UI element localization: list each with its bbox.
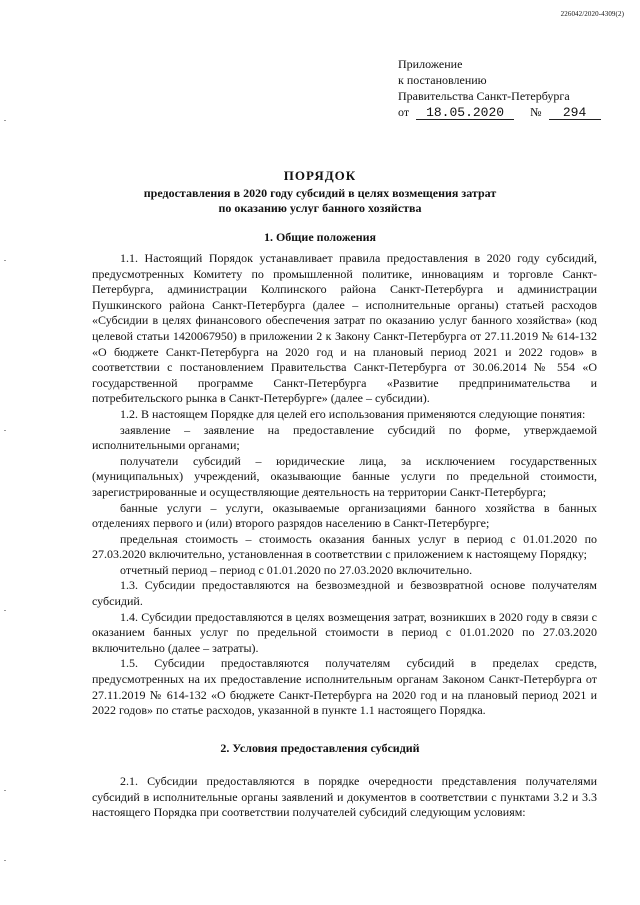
section-1-heading: 1. Общие положения xyxy=(263,230,377,244)
paragraph: получатели субсидий – юридические лица, за исключением государственных (муниципальных) учреждений, оказывающие банные услуги по предельной стоимости, зарегистрированные и осуществляющие деятельность на территории Санкт-Петербурга; xyxy=(92,453,597,499)
paragraph: 1.3. Субсидии предоставляются на безвозмездной и безвозвратной основе получателям субсидий. xyxy=(92,578,597,609)
document-title: ПОРЯДОК xyxy=(283,168,357,183)
appendix-line-1: Приложение xyxy=(398,57,463,71)
document-subtitle-line-1: предоставления в 2020 году субсидий в целях возмещения затрат xyxy=(143,186,497,200)
section-2-body xyxy=(92,774,597,821)
paragraph: заявление – заявление на предоставление субсидий по форме, утверждаемой исполнительными органами; xyxy=(92,422,597,453)
appendix-line-2: к постановлению xyxy=(398,73,487,87)
paragraph: 1.1. Настоящий Порядок устанавливает правила предоставления в 2020 году субсидий, предусмотренных Комитету по промышленной политике, инновациям и торговле Санкт-Петербурга, администрации Колпинского района Санкт-Петербурга и администрации Пушкинского района Санкт-Петербурга (далее – исполнительные органы) статьей расходов «Субсидии в целях финансового обеспечения затрат по оказанию услуг банного хозяйства» (код целевой статьи 1420067950) в приложении 2 к Закону Санкт-Петербурга от 27.11.2019 № 614-132 «О бюджете Санкт-Петербурга на 2020 год и на плановый период 2021 и 2022 годов» в соответствии с постановлением Правительства Санкт-Петербурга от 30.06.2014 № 554 «О государственной программе Санкт-Петербурга «Развитие предпринимательства и потребительского рынка в Санкт-Петербурге» (далее – субсидии). xyxy=(92,251,597,406)
resolution-date: 18.05.2020 xyxy=(416,106,514,120)
paragraph: отчетный период – период с 01.01.2020 по 27.03.2020 включительно. xyxy=(120,562,473,577)
document-number: 226042/2020-4309(2) xyxy=(560,10,624,18)
number-label: № xyxy=(530,105,542,119)
paragraph: банные услуги – услуги, оказываемые организациями банного хозяйства в банных отделениях первого и (или) второго разрядов населению в Санкт-Петербурге; xyxy=(92,500,597,531)
paragraph: 1.4. Субсидии предоставляются в целях возмещения затрат, возникших в 2020 году в связи с оказанием банных услуг по предельной стоимости в период с 01.01.2020 по 27.03.2020 включительно (далее – затраты). xyxy=(92,609,597,655)
paragraph: 1.2. В настоящем Порядке для целей его использования применяются следующие понятия: xyxy=(120,406,586,421)
from-label: от xyxy=(398,105,410,119)
resolution-date-number xyxy=(398,104,601,120)
paragraph: предельная стоимость – стоимость оказания банных услуг в период с 01.01.2020 по 27.03.2020 включительно, установленная в соответствии с приложением к настоящему Порядку; xyxy=(92,531,597,562)
section-2-heading: 2. Условия предоставления субсидий xyxy=(220,741,420,755)
appendix-block xyxy=(398,56,601,120)
resolution-number: 294 xyxy=(549,106,601,120)
appendix-line-3: Правительства Санкт-Петербурга xyxy=(398,89,570,103)
paragraph: 2.1. Субсидии предоставляются в порядке очередности представления получателями субсидий в исполнительные органы заявлений и документов в соответствии с пунктами 3.2 и 3.3 настоящего Порядка при соответствии получателей субсидий следующим условиям: xyxy=(92,774,597,820)
document-subtitle-line-2: по оказанию услуг банного хозяйства xyxy=(218,201,422,215)
paragraph: 1.5. Субсидии предоставляются получателям субсидий в пределах средств, предусмотренных на их предоставление исполнительным органам Законом Санкт-Петербурга от 27.11.2019 № 614-132 «О бюджете Санкт-Петербурга на 2020 год и на плановый период 2021 и 2022 годов» по статье расходов, указанной в пункте 1.1 настоящего Порядка. xyxy=(92,656,597,718)
section-1-body xyxy=(92,251,597,719)
